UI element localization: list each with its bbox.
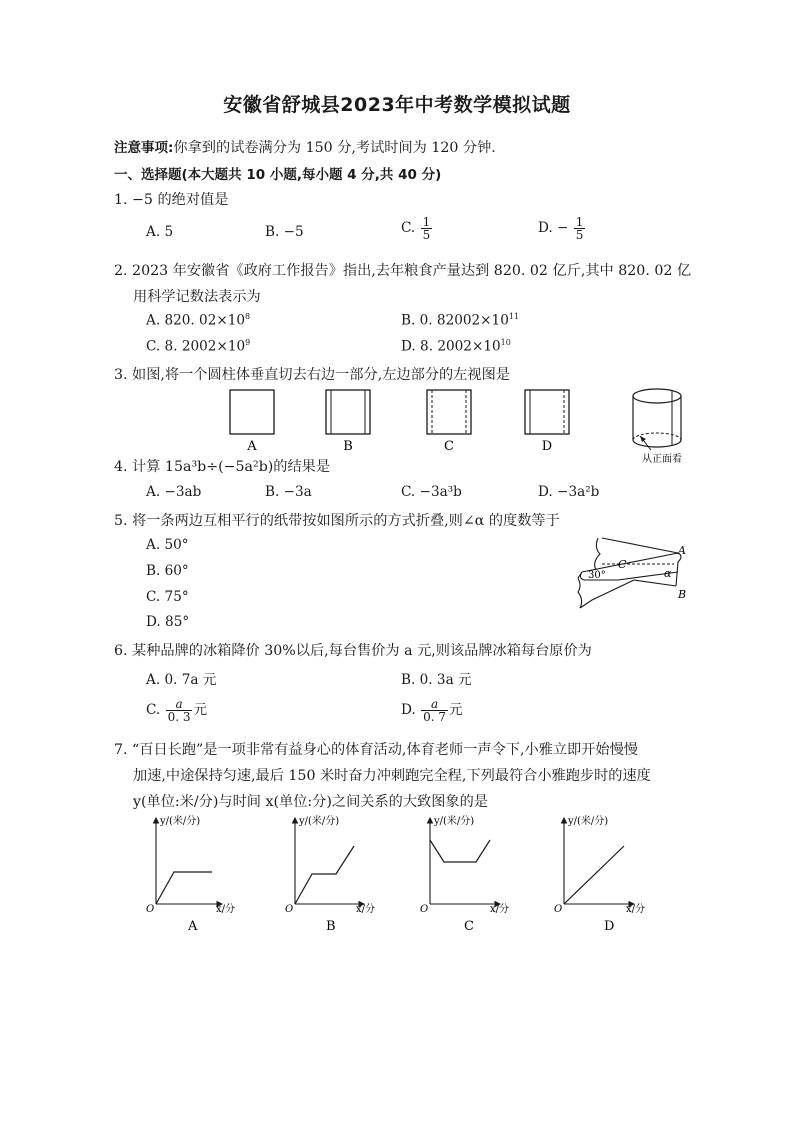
q1-option-b: B. −5 bbox=[265, 224, 304, 240]
q5-folded-strip-figure bbox=[574, 534, 694, 614]
q1-option-c bbox=[401, 216, 433, 241]
notice-text: 你拿到的试卷满分为 150 分,考试时间为 120 分钟. bbox=[173, 140, 496, 156]
q3-view-a-icon bbox=[230, 390, 274, 434]
q5-stem: 5. 将一条两边互相平行的纸带按如图所示的方式折叠,则∠α 的度数等于 bbox=[114, 513, 560, 529]
q6-c-suffix: 元 bbox=[193, 702, 208, 718]
q2-c-base: C. 8. 2002×10 bbox=[146, 338, 246, 355]
q7-graph-a bbox=[146, 814, 235, 934]
q7-d-ylabel: y/(米/分) bbox=[568, 816, 609, 827]
page-title: 安徽省舒城县2023年中考数学模拟试题 bbox=[223, 94, 571, 116]
q3-view-b-icon bbox=[326, 390, 370, 434]
q4-option-c: C. −3a³b bbox=[401, 484, 462, 500]
denominator: 5 bbox=[422, 228, 431, 242]
q7-d-xlabel: x/分 bbox=[626, 904, 646, 915]
q7-label-b: B bbox=[326, 919, 336, 934]
q6-d-prefix: D. bbox=[401, 702, 416, 718]
numerator: a bbox=[421, 698, 448, 711]
q1-option-a: A. 5 bbox=[146, 224, 174, 240]
q7-stem-line1: 7. “百日长跑”是一项非常有益身心的体育活动,体育老师一声令下,小雅立即开始慢慢 bbox=[114, 742, 638, 758]
q3-view-caption: 从正面看 bbox=[642, 454, 682, 465]
q6-c-prefix: C. bbox=[146, 702, 161, 718]
q3-view-c-icon bbox=[427, 390, 471, 434]
q7-d-origin: O bbox=[554, 904, 563, 915]
q3-stem: 3. 如图,将一个圆柱体垂直切去右边一部分,左边部分的左视图是 bbox=[114, 367, 510, 383]
q7-c-ylabel: y/(米/分) bbox=[434, 816, 475, 827]
q5-point-a: A bbox=[678, 544, 686, 557]
q3-figure bbox=[220, 384, 720, 466]
q4-option-a: A. −3ab bbox=[146, 484, 202, 500]
numerator: 1 bbox=[422, 215, 431, 229]
q6-option-d bbox=[401, 698, 463, 723]
q7-b-ylabel: y/(米/分) bbox=[299, 816, 340, 827]
q1-option-d bbox=[538, 216, 586, 241]
q2-option-b bbox=[401, 312, 519, 329]
q6-option-b: B. 0. 3a 元 bbox=[401, 672, 472, 688]
q7-graph-c bbox=[420, 814, 509, 934]
q1-d-prefix: D. − bbox=[538, 220, 569, 236]
numerator: 1 bbox=[575, 215, 584, 229]
q2-option-a bbox=[146, 312, 250, 329]
q7-c-xlabel: x/分 bbox=[490, 904, 510, 915]
q2-c-exp: 9 bbox=[245, 338, 251, 347]
q7-stem-line3: y(单位:米/分)与时间 x(单位:分)之间关系的大致图象的是 bbox=[133, 794, 488, 810]
q7-label-c: C bbox=[464, 919, 474, 934]
q7-graph-d bbox=[554, 814, 645, 934]
q2-d-base: D. 8. 2002×10 bbox=[401, 338, 501, 355]
numerator: a bbox=[166, 698, 193, 711]
q1-c-prefix: C. bbox=[401, 220, 416, 236]
q2-b-exp: 11 bbox=[508, 312, 520, 321]
q7-a-ylabel: y/(米/分) bbox=[160, 816, 201, 827]
q7-label-a: A bbox=[188, 919, 198, 934]
q7-b-origin: O bbox=[285, 904, 294, 915]
q5-option-d: D. 85° bbox=[146, 614, 190, 630]
fraction bbox=[421, 216, 433, 241]
q2-a-exp: 8 bbox=[245, 312, 251, 321]
notice-label: 注意事项: bbox=[114, 140, 174, 156]
q2-a-base: A. 820. 02×10 bbox=[146, 312, 246, 329]
q7-a-origin: O bbox=[146, 904, 155, 915]
fraction bbox=[421, 698, 448, 723]
q5-option-b: B. 60° bbox=[146, 563, 189, 579]
q6-option-c bbox=[146, 698, 207, 723]
q7-c-origin: O bbox=[420, 904, 429, 915]
q7-a-xlabel: x/分 bbox=[216, 904, 236, 915]
q4-option-d: D. −3a²b bbox=[538, 484, 600, 500]
q3-label-c: C bbox=[444, 439, 454, 454]
denominator: 5 bbox=[575, 228, 584, 242]
denominator: 0. 3 bbox=[167, 710, 191, 724]
q2-option-c bbox=[146, 338, 250, 355]
fraction bbox=[574, 216, 586, 241]
q2-stem-line1: 2. 2023 年安徽省《政府工作报告》指出,去年粮食产量达到 820. 02 亿斤,其中 820. 02 亿 bbox=[114, 263, 692, 279]
q7-label-d: D bbox=[604, 919, 615, 934]
q7-graph-b bbox=[285, 814, 375, 934]
q5-point-b: B bbox=[678, 588, 687, 601]
q5-alpha: α bbox=[664, 567, 672, 580]
q4-stem: 4. 计算 15a³b÷(−5a²b)的结果是 bbox=[114, 459, 331, 475]
fraction bbox=[166, 698, 193, 723]
q5-angle-label: 30° bbox=[588, 570, 606, 581]
q7-graphs bbox=[140, 812, 680, 937]
notice bbox=[114, 136, 496, 157]
q3-label-d: D bbox=[541, 439, 553, 454]
q2-d-exp: 10 bbox=[500, 338, 511, 347]
q3-view-d-icon bbox=[525, 390, 569, 434]
q3-label-a: A bbox=[247, 439, 257, 454]
q6-d-suffix: 元 bbox=[448, 702, 463, 718]
q6-option-a: A. 0. 7a 元 bbox=[146, 672, 217, 688]
q5-point-c: C bbox=[618, 558, 627, 571]
q5-option-c: C. 75° bbox=[146, 589, 189, 605]
q7-b-xlabel: x/分 bbox=[356, 904, 376, 915]
q7-stem-line2: 加速,中途保持匀速,最后 150 米时奋力冲刺跑完全程,下列最符合小雅跑步时的速度 bbox=[133, 768, 651, 784]
q5-option-a: A. 50° bbox=[146, 537, 189, 553]
section-heading: 一、选择题(本大题共 10 小题,每小题 4 分,共 40 分) bbox=[114, 167, 442, 183]
q4-option-b: B. −3a bbox=[265, 484, 312, 500]
q6-stem: 6. 某种品牌的冰箱降价 30%以后,每台售价为 a 元,则该品牌冰箱每台原价为 bbox=[114, 643, 592, 659]
q3-label-b: B bbox=[343, 439, 353, 454]
q2-b-base: B. 0. 82002×10 bbox=[401, 312, 509, 329]
denominator: 0. 7 bbox=[423, 710, 446, 724]
q2-stem-line2: 用科学记数法表示为 bbox=[133, 289, 261, 305]
cut-cylinder-icon bbox=[633, 389, 681, 450]
q2-option-d bbox=[401, 338, 511, 355]
q1-stem: 1. −5 的绝对值是 bbox=[114, 192, 229, 208]
